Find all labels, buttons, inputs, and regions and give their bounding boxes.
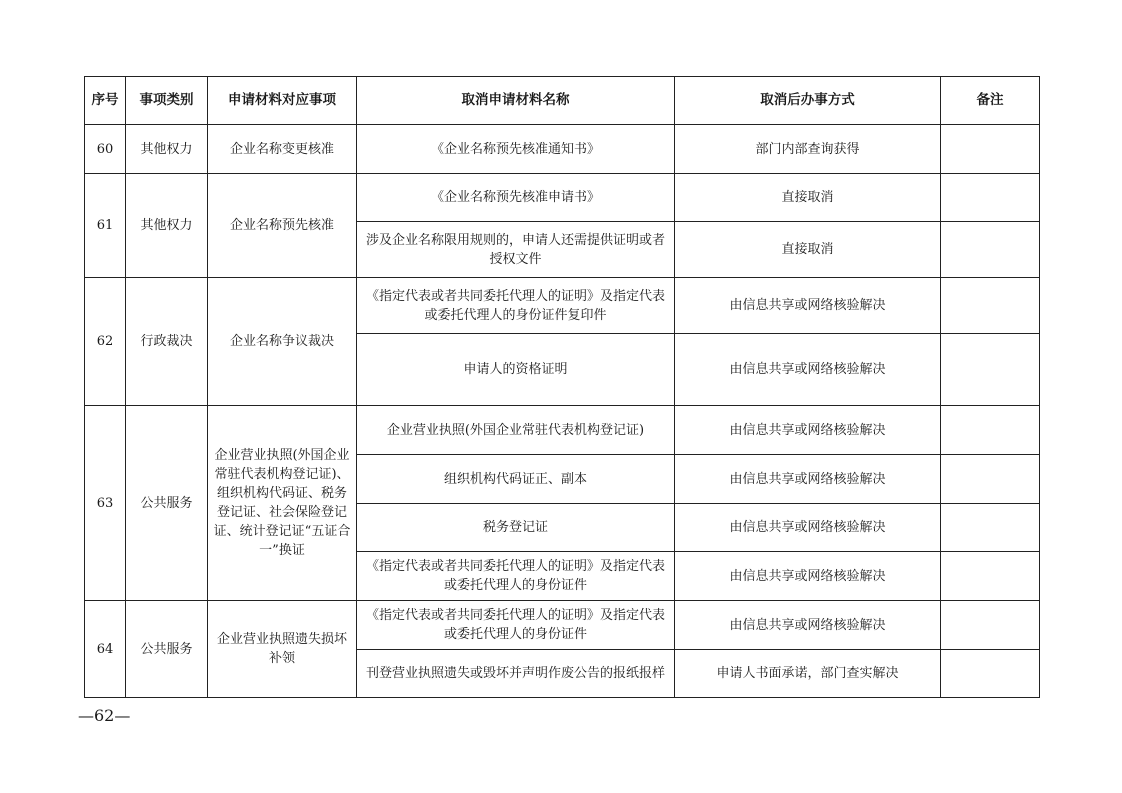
method-cell: 由信息共享或网络核验解决	[675, 552, 941, 601]
material-cell: 企业营业执照(外国企业常驻代表机构登记证)	[357, 406, 675, 455]
material-cell: 《指定代表或者共同委托代理人的证明》及指定代表或委托代理人的身份证件	[357, 552, 675, 601]
matter-cell: 企业名称争议裁决	[208, 278, 357, 406]
category-cell: 公共服务	[126, 601, 208, 698]
header-material: 取消申请材料名称	[357, 77, 675, 125]
method-cell: 由信息共享或网络核验解决	[675, 334, 941, 406]
method-cell: 直接取消	[675, 222, 941, 278]
material-cell: 组织机构代码证正、副本	[357, 455, 675, 504]
material-cell: 申请人的资格证明	[357, 334, 675, 406]
table-row	[85, 174, 1040, 222]
table-row	[85, 125, 1040, 174]
remark-cell	[941, 222, 1040, 278]
seq-cell: 61	[85, 174, 126, 278]
material-cell: 《企业名称预先核准通知书》	[357, 125, 675, 174]
material-cell: 《指定代表或者共同委托代理人的证明》及指定代表或委托代理人的身份证件	[357, 601, 675, 650]
header-seq: 序号	[85, 77, 126, 125]
method-cell: 直接取消	[675, 174, 941, 222]
category-cell: 公共服务	[126, 406, 208, 601]
remark-cell	[941, 552, 1040, 601]
category-cell: 其他权力	[126, 174, 208, 278]
header-category: 事项类别	[126, 77, 208, 125]
material-cell: 刊登营业执照遗失或毁坏并声明作废公告的报纸报样	[357, 650, 675, 698]
matter-cell: 企业营业执照遗失损坏补领	[208, 601, 357, 698]
method-cell: 申请人书面承诺，部门查实解决	[675, 650, 941, 698]
seq-cell: 64	[85, 601, 126, 698]
material-cell: 税务登记证	[357, 504, 675, 552]
table-row	[85, 278, 1040, 334]
material-cell: 涉及企业名称限用规则的，申请人还需提供证明或者授权文件	[357, 222, 675, 278]
category-cell: 其他权力	[126, 125, 208, 174]
remark-cell	[941, 406, 1040, 455]
page-number: —62—	[78, 706, 131, 725]
remark-cell	[941, 455, 1040, 504]
method-cell: 由信息共享或网络核验解决	[675, 278, 941, 334]
table-row	[85, 406, 1040, 455]
remark-cell	[941, 334, 1040, 406]
matter-cell: 企业名称变更核准	[208, 125, 357, 174]
materials-table	[84, 76, 1040, 698]
method-cell: 由信息共享或网络核验解决	[675, 406, 941, 455]
remark-cell	[941, 601, 1040, 650]
remark-cell	[941, 174, 1040, 222]
method-cell: 由信息共享或网络核验解决	[675, 601, 941, 650]
method-cell: 由信息共享或网络核验解决	[675, 455, 941, 504]
seq-cell: 60	[85, 125, 126, 174]
matter-cell: 企业营业执照(外国企业常驻代表机构登记证)、组织机构代码证、税务登记证、社会保险登记证、统计登记证“五证合一”换证	[208, 406, 357, 601]
seq-cell: 63	[85, 406, 126, 601]
header-remark: 备注	[941, 77, 1040, 125]
remark-cell	[941, 278, 1040, 334]
category-cell: 行政裁决	[126, 278, 208, 406]
remark-cell	[941, 504, 1040, 552]
material-cell: 《企业名称预先核准申请书》	[357, 174, 675, 222]
seq-cell: 62	[85, 278, 126, 406]
header-matter: 申请材料对应事项	[208, 77, 357, 125]
matter-cell: 企业名称预先核准	[208, 174, 357, 278]
header-method: 取消后办事方式	[675, 77, 941, 125]
header-row	[85, 77, 1040, 125]
method-cell: 由信息共享或网络核验解决	[675, 504, 941, 552]
table-row	[85, 601, 1040, 650]
remark-cell	[941, 125, 1040, 174]
material-cell: 《指定代表或者共同委托代理人的证明》及指定代表或委托代理人的身份证件复印件	[357, 278, 675, 334]
method-cell: 部门内部查询获得	[675, 125, 941, 174]
remark-cell	[941, 650, 1040, 698]
